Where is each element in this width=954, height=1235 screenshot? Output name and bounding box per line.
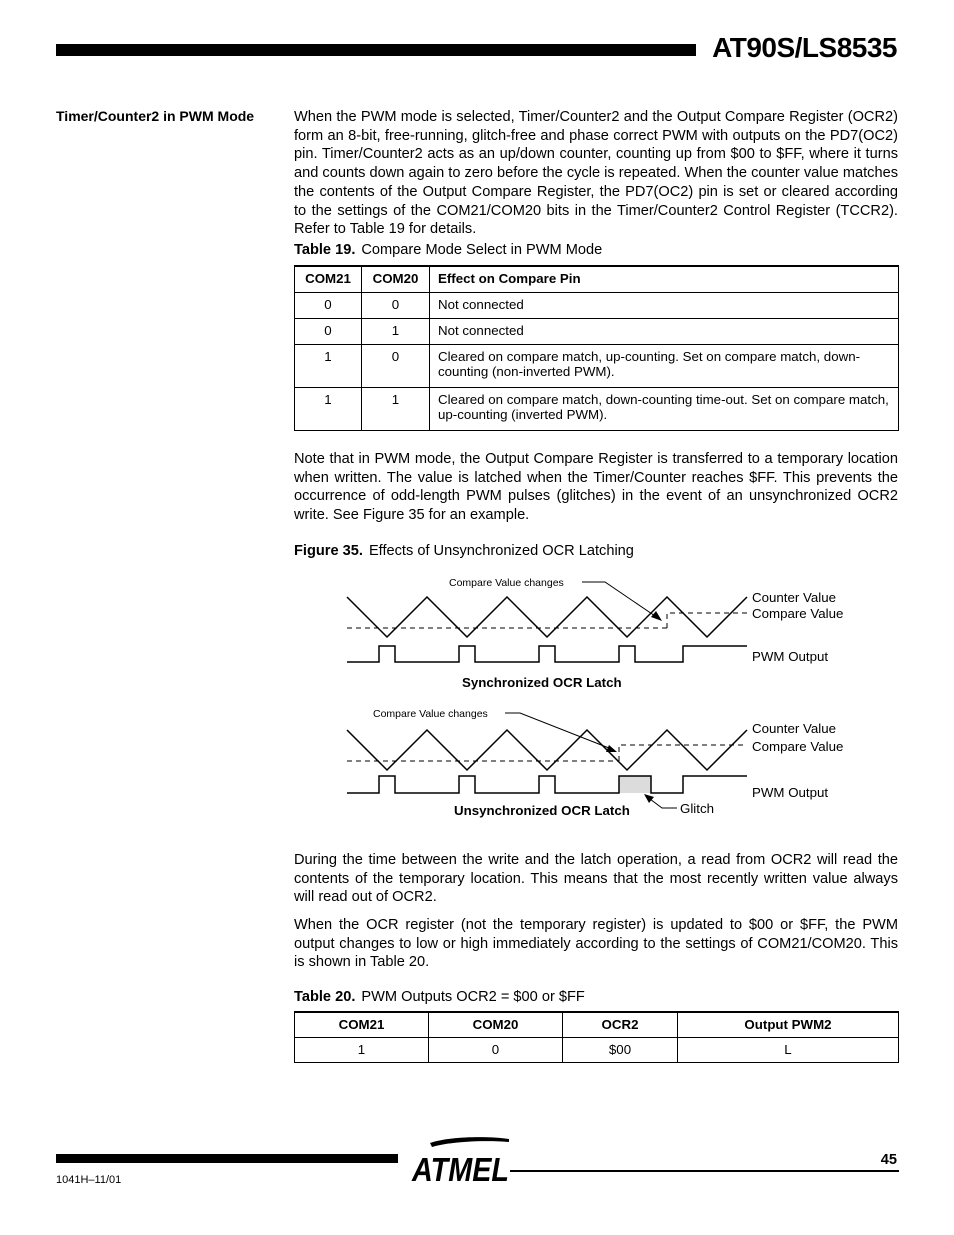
- table-header-row: [295, 1012, 899, 1038]
- table-cell: Not connected: [430, 319, 899, 345]
- unsync-pwm-label: PWM Output: [752, 785, 829, 800]
- atmel-logo: [411, 1137, 509, 1188]
- table-cell: 0: [362, 345, 430, 388]
- table-cell: L: [678, 1038, 899, 1063]
- table-cell: 0: [429, 1038, 563, 1063]
- sync-annotation: Compare Value changes: [449, 577, 564, 589]
- document-number: 1041H–11/01: [56, 1174, 122, 1186]
- table20-caption-text: PWM Outputs OCR2 = $00 or $FF: [361, 989, 585, 1005]
- arrow-head: [606, 745, 617, 752]
- intro-paragraph: When the PWM mode is selected, Timer/Counter2 and the Output Compare Register (OCR2) form an 8-bit, free-running, glitch-free and phase correct PWM with outputs on the PD7(OC2) pin. Timer/Counter2 acts as an up/down counter, counting up from $00 to $FF, where it turns and counts down again to zero before the cycle is repeated. When the counter value matches the contents of the Output Compare Register, the PD7(OC2) pin is set or cleared according to the settings of the COM21/COM20 bits in the Timer/Counter2 Control Register (TCCR2). Refer to Table 19 for details.: [294, 109, 898, 238]
- table19-label: Table 19.: [294, 242, 356, 258]
- footer-thin-rule: [510, 1170, 899, 1172]
- table20: [294, 1011, 899, 1063]
- sync-annotation-leader: [582, 582, 658, 618]
- table-row: [295, 1038, 899, 1063]
- table-cell: $00: [563, 1038, 678, 1063]
- sync-counter-waveform: [347, 597, 747, 637]
- unsync-annotation: Compare Value changes: [373, 708, 488, 720]
- table-header-cell: COM20: [362, 266, 430, 293]
- unsync-compare-label: Compare Value: [752, 739, 844, 754]
- footer-rule: [56, 1154, 398, 1163]
- atmel-logo-swoosh: [430, 1137, 509, 1147]
- unsync-counter-waveform: [347, 730, 747, 770]
- update-paragraph: When the OCR register (not the temporary register) is updated to $00 or $FF, the PWM output changes to low or high immediately according to the settings of COM21/COM20. This is shown in Table 20.: [294, 917, 898, 971]
- table-cell: 1: [295, 388, 362, 431]
- atmel-logo-text: ATMEL: [411, 1151, 509, 1188]
- figure35-caption-text: Effects of Unsynchronized OCR Latching: [368, 543, 634, 559]
- table-cell: 1: [295, 345, 362, 388]
- document-title: AT90S/LS8535: [712, 32, 897, 63]
- unsync-title: Unsynchronized OCR Latch: [454, 803, 630, 818]
- table20-label: Table 20.: [294, 989, 356, 1005]
- table-cell: 1: [295, 1038, 429, 1063]
- read-paragraph: During the time between the write and the latch operation, a read from OCR2 will read the contents of the temporary location. This means that the most recently written value always will read out of OCR2.: [294, 852, 898, 906]
- table-cell: 1: [362, 319, 430, 345]
- sync-counter-label: Counter Value: [752, 590, 837, 605]
- table-cell: Not connected: [430, 293, 899, 319]
- arrow-head: [651, 611, 662, 621]
- table-header-cell: Effect on Compare Pin: [430, 266, 899, 293]
- table-cell: 1: [362, 388, 430, 431]
- sync-compare-label: Compare Value: [752, 606, 844, 621]
- table-header-cell: Output PWM2: [678, 1012, 899, 1038]
- section-heading: Timer/Counter2 in PWM Mode: [56, 108, 255, 124]
- table-cell: 0: [295, 293, 362, 319]
- table-cell: Cleared on compare match, up-counting. Set on compare match, down-counting (non-inverted PWM).: [430, 345, 899, 388]
- table-cell: 0: [362, 293, 430, 319]
- sync-diagram: [347, 582, 747, 662]
- table-header-cell: COM21: [295, 1012, 429, 1038]
- sync-compare-value-after: [667, 613, 747, 628]
- glitch-pulse-highlight: [619, 776, 651, 793]
- unsync-diagram: [347, 713, 747, 808]
- note-paragraph: Note that in PWM mode, the Output Compare Register is transferred to a temporary location when written. The value is latched when the Timer/Counter reaches $FF. This prevents the occurrence of odd-length PWM pulses (glitches) in the event of an unsynchronized OCR2 write. See Figure 35 for an example.: [294, 451, 898, 524]
- arrow-head: [644, 794, 654, 803]
- sync-title: Synchronized OCR Latch: [462, 675, 622, 690]
- unsync-counter-label: Counter Value: [752, 721, 837, 736]
- table19-caption-text: Compare Mode Select in PWM Mode: [361, 242, 603, 258]
- table20-caption: [294, 989, 585, 1005]
- table-header-cell: OCR2: [563, 1012, 678, 1038]
- glitch-label: Glitch: [680, 801, 714, 816]
- table-cell: Cleared on compare match, down-counting time-out. Set on compare match, up-counting (inverted PWM).: [430, 388, 899, 431]
- table-header-cell: COM21: [295, 266, 362, 293]
- sync-pwm-waveform: [347, 646, 747, 662]
- sync-pwm-label: PWM Output: [752, 649, 829, 664]
- page-number: 45: [880, 1152, 897, 1168]
- table-header-cell: COM20: [429, 1012, 563, 1038]
- unsync-pwm-waveform: [347, 776, 747, 793]
- table-cell: 0: [295, 319, 362, 345]
- figure35-label: Figure 35.: [294, 543, 363, 559]
